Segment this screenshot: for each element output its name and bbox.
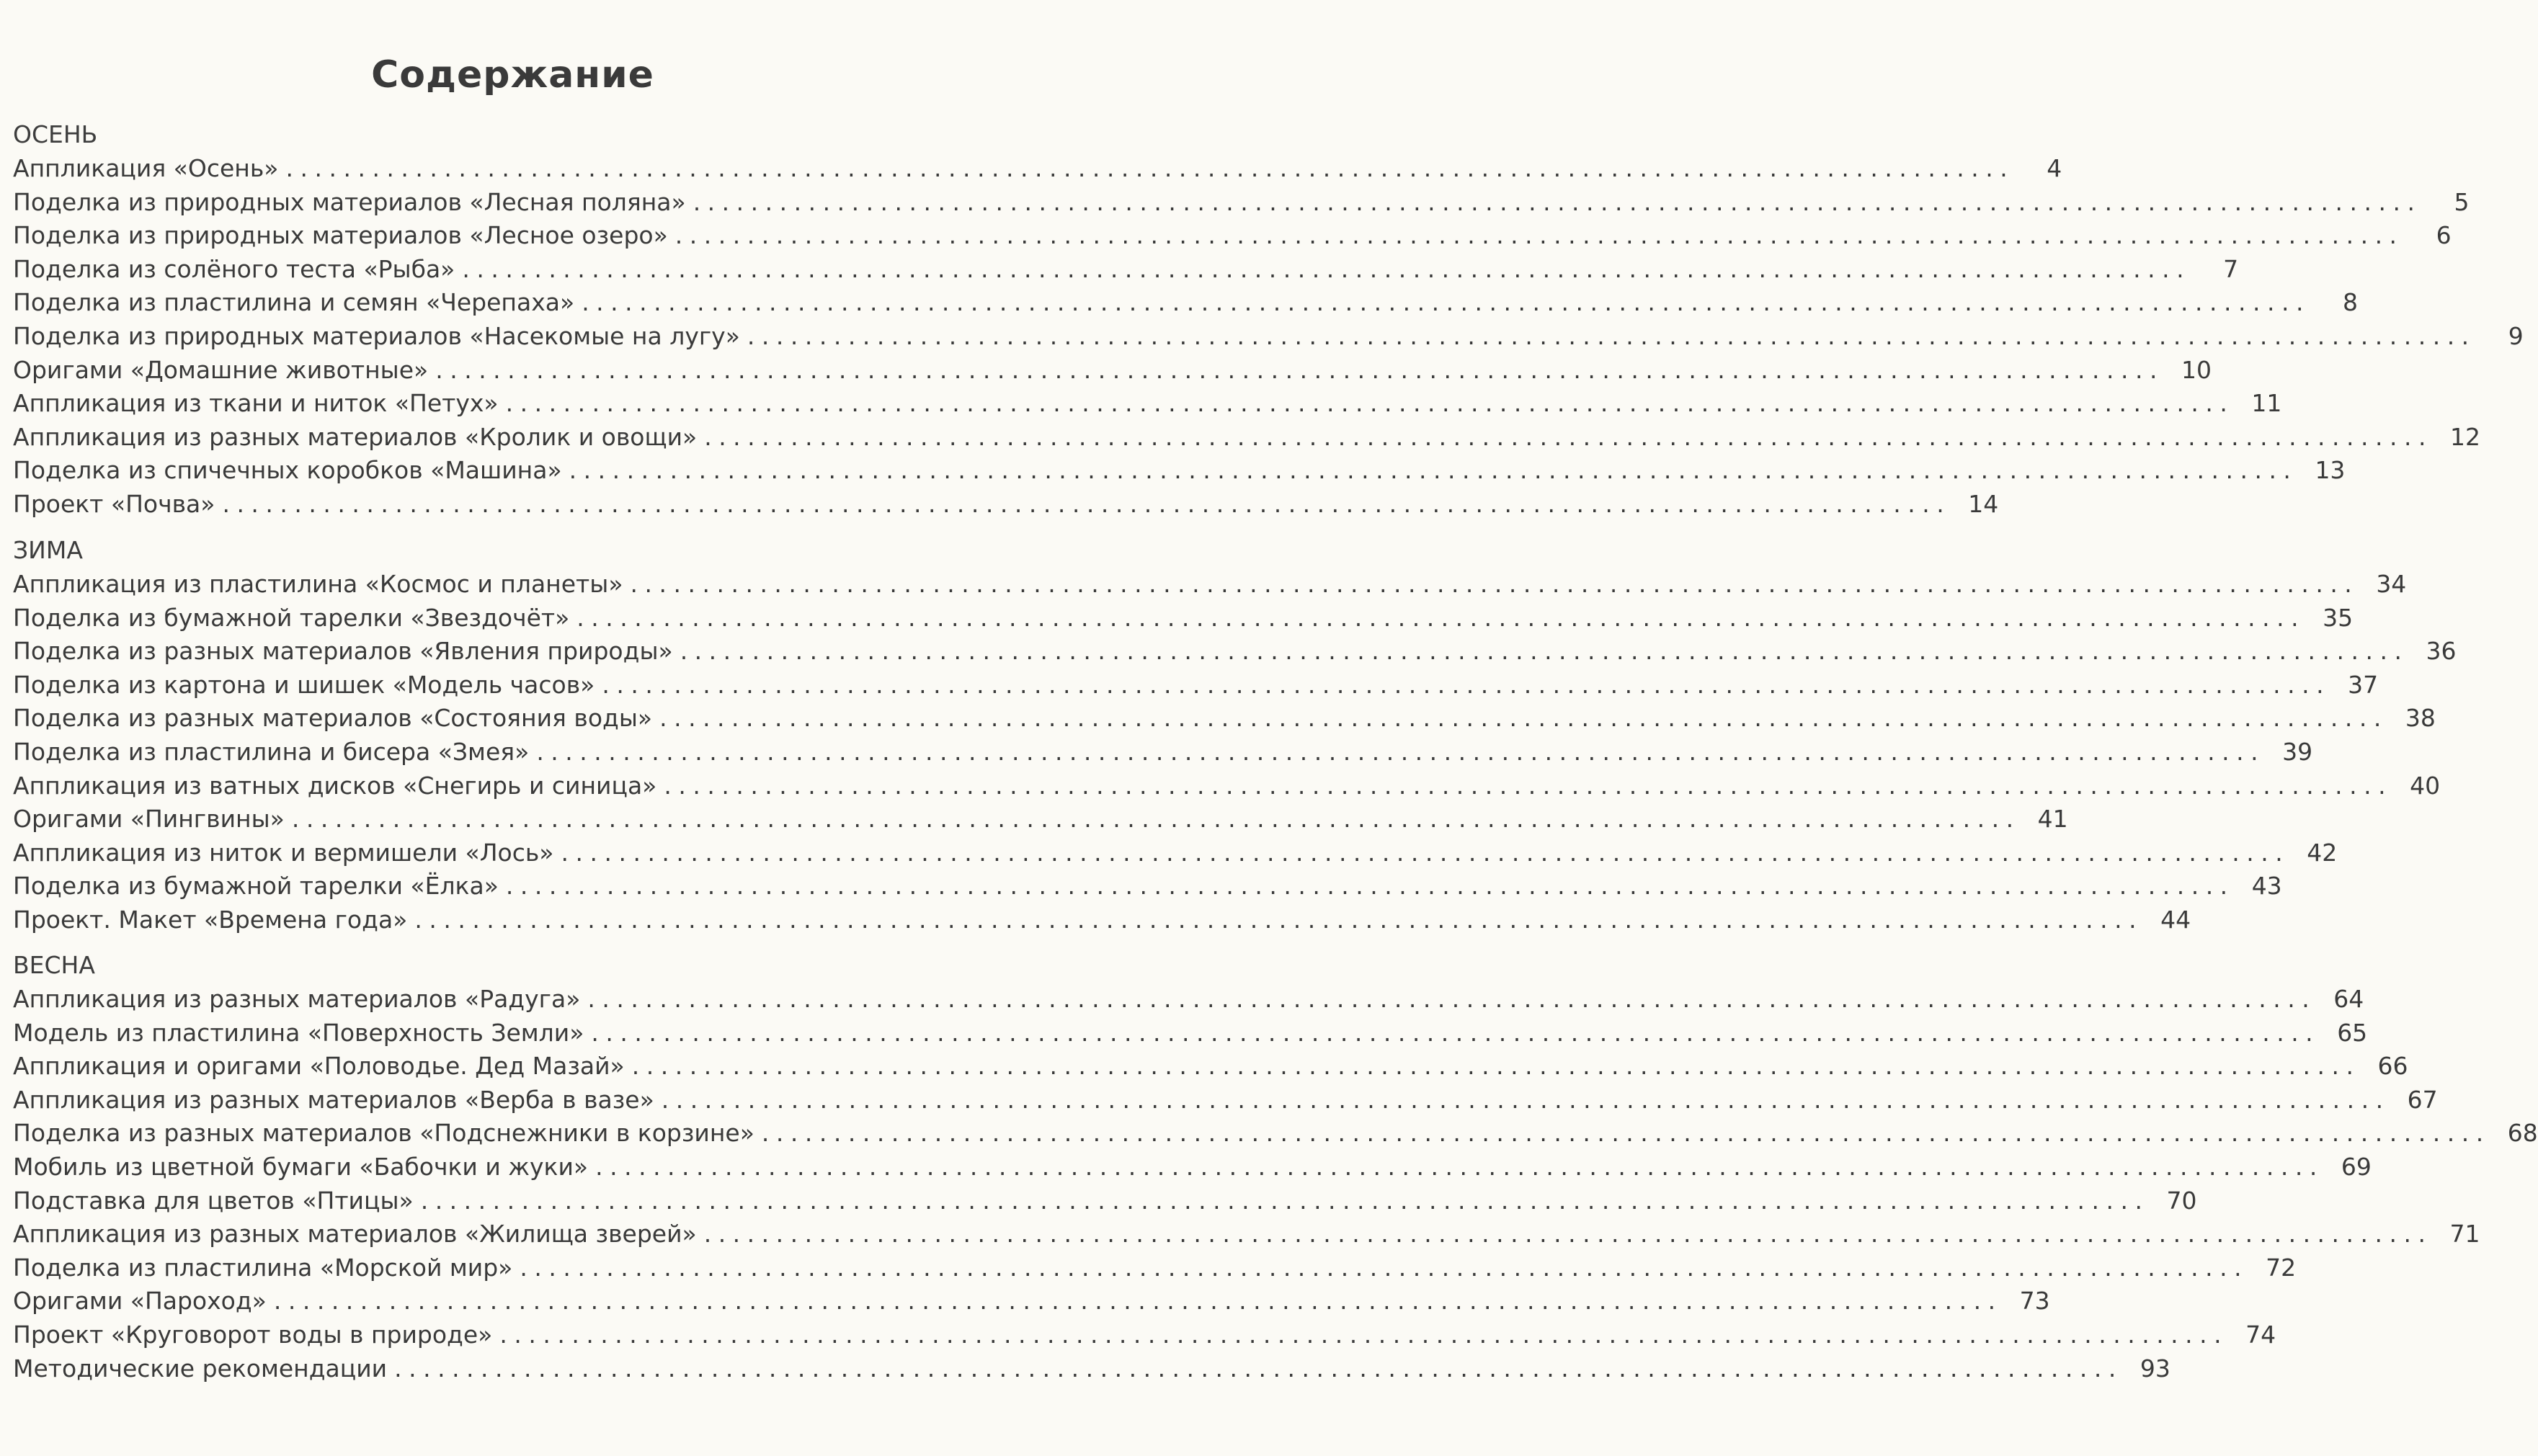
dot-leader: ........................................................................................................................ — [595, 1152, 2324, 1181]
toc-entry-page-number: 41 — [2037, 805, 2068, 834]
toc-entry-page-number: 7 — [2223, 254, 2239, 283]
toc-entry-page-number: 71 — [2449, 1220, 2480, 1249]
toc-entry-title: Поделка из спичечных коробков «Машина» — [13, 456, 562, 485]
toc-entry-title: Модель из пластилина «Поверхность Земли» — [13, 1018, 584, 1047]
toc-entry — [13, 870, 2282, 903]
dot-leader: ........................................................................................................................ — [505, 872, 2235, 901]
toc-entry-title: Поделка из пластилина и бисера «Змея» — [13, 737, 530, 766]
toc-entry — [13, 803, 2068, 836]
toc-entry — [13, 1017, 2368, 1050]
toc-entry-page-number: 14 — [1968, 489, 1999, 518]
toc-entry-page-number: 69 — [2341, 1152, 2372, 1181]
toc-entry-page-number: 68 — [2507, 1119, 2538, 1148]
toc-entry-page-number: 64 — [2333, 985, 2364, 1013]
dot-leader: ........................................................................................................................ — [569, 456, 2298, 485]
dot-leader: ........................................................................................................................ — [674, 221, 2404, 250]
toc-entry — [13, 702, 2436, 736]
toc-entry-title: Поделка из разных материалов «Состояния воды» — [13, 704, 653, 733]
toc-entry-title: Аппликация из разных материалов «Верба в вазе» — [13, 1085, 654, 1114]
toc-entry — [13, 354, 2212, 388]
dot-leader: ........................................................................................................................ — [661, 1085, 2390, 1114]
toc-entry-page-number: 93 — [2140, 1354, 2170, 1383]
toc-entry — [13, 1352, 2170, 1386]
toc-entry-page-number: 42 — [2307, 838, 2338, 867]
toc-entry — [13, 602, 2354, 635]
toc-entry-page-number: 36 — [2426, 637, 2457, 666]
dot-leader: ........................................................................................................................ — [602, 670, 2331, 699]
dot-leader: ........................................................................................................................ — [462, 254, 2191, 283]
toc-entry — [13, 568, 2407, 602]
dot-leader: ........................................................................................................................ — [499, 1320, 2229, 1349]
dot-leader: ........................................................................................................................ — [435, 355, 2164, 384]
dot-leader: ........................................................................................................................ — [664, 771, 2393, 800]
toc-entry-title: Аппликация и оригами «Половодье. Дед Мазай» — [13, 1052, 625, 1081]
toc-entry — [13, 286, 2358, 320]
section-autumn — [13, 117, 2524, 522]
toc-entry-page-number: 67 — [2407, 1085, 2438, 1114]
dot-leader: ........................................................................................................................ — [693, 187, 2422, 216]
toc-entry-title: Поделка из солёного теста «Рыба» — [13, 254, 455, 283]
toc-entry — [13, 1117, 2538, 1151]
dot-leader: ........................................................................................................................ — [587, 985, 2317, 1013]
dot-leader: ........................................................................................................................ — [704, 422, 2433, 451]
toc-entry — [13, 736, 2313, 769]
toc-entry-page-number: 5 — [2454, 187, 2470, 216]
toc-entry — [13, 836, 2338, 870]
toc-entry — [13, 186, 2470, 220]
toc-entry-title: Оригами «Пингвины» — [13, 805, 285, 834]
toc-entry-title: Поделка из бумажной тарелки «Ёлка» — [13, 872, 499, 901]
dot-leader: ........................................................................................................................ — [582, 288, 2310, 317]
toc-entry-title: Поделка из разных материалов «Явления природы» — [13, 637, 673, 666]
toc-entry-page-number: 35 — [2323, 603, 2354, 632]
dot-leader: ........................................................................................................................ — [680, 637, 2409, 666]
toc-entry — [13, 1251, 2297, 1285]
toc-entry-page-number: 10 — [2181, 355, 2212, 384]
dot-leader: ........................................................................................................................ — [420, 1186, 2150, 1215]
toc-entry-page-number: 74 — [2245, 1320, 2276, 1349]
toc-entry-page-number: 6 — [2436, 221, 2452, 250]
dot-leader: ........................................................................................................................ — [761, 1119, 2490, 1148]
entry-list — [13, 152, 2524, 522]
toc-entry — [13, 669, 2379, 702]
toc-entry-title: Методические рекомендации — [13, 1354, 388, 1383]
toc-entry — [13, 1184, 2197, 1218]
toc-entry — [13, 1285, 2050, 1318]
toc-entry — [13, 320, 2524, 354]
dot-leader: ........................................................................................................................ — [285, 154, 2015, 182]
dot-leader: ........................................................................................................................ — [591, 1018, 2320, 1047]
toc-entry — [13, 983, 2364, 1017]
page-title: Содержание — [371, 53, 654, 97]
toc-entry-title: Проект «Круговорот воды в природе» — [13, 1320, 493, 1349]
toc-entry-page-number: 43 — [2251, 872, 2282, 901]
toc-entry — [13, 488, 1999, 522]
entry-list — [13, 568, 2457, 937]
toc-entry — [13, 1318, 2276, 1352]
toc-entry — [13, 421, 2480, 455]
toc-entry — [13, 1084, 2438, 1117]
dot-leader: ........................................................................................................................ — [505, 389, 2235, 418]
toc-entry — [13, 152, 2062, 186]
toc-entry-title: Аппликация «Осень» — [13, 154, 279, 182]
toc-entry-page-number: 73 — [2019, 1287, 2050, 1316]
dot-leader: ........................................................................................................................ — [273, 1287, 2003, 1316]
toc-entry-title: Оригами «Домашние животные» — [13, 355, 429, 384]
dot-leader: ........................................................................................................................ — [703, 1220, 2433, 1249]
toc-entry-page-number: 8 — [2342, 288, 2358, 317]
toc-entry — [13, 769, 2441, 803]
toc-entry-title: Аппликация из пластилина «Космос и планеты» — [13, 570, 623, 598]
toc-entry — [13, 253, 2239, 287]
toc-entry-page-number: 70 — [2166, 1186, 2197, 1215]
dot-leader: ........................................................................................................................ — [394, 1354, 2123, 1383]
toc-entry-page-number: 12 — [2449, 422, 2480, 451]
toc-entry-title: Поделка из разных материалов «Подснежники в корзине» — [13, 1119, 754, 1148]
dot-leader: ........................................................................................................................ — [561, 838, 2290, 867]
toc-entry-page-number: 38 — [2405, 704, 2436, 733]
toc-entry-title: Аппликация из разных материалов «Кролик и овощи» — [13, 422, 698, 451]
section-heading: ВЕСНА — [13, 951, 95, 979]
dot-leader: ........................................................................................................................ — [576, 603, 2306, 632]
toc-entry-title: Поделка из картона и шишек «Модель часов» — [13, 670, 595, 699]
dot-leader: ........................................................................................................................ — [414, 905, 2144, 934]
toc-entry — [13, 454, 2346, 488]
toc-entry-title: Поделка из природных материалов «Лесное озеро» — [13, 221, 668, 250]
dot-leader: ........................................................................................................................ — [747, 321, 2476, 350]
toc-entry — [13, 1218, 2480, 1251]
toc-entry-page-number: 34 — [2376, 570, 2407, 598]
toc-entry — [13, 387, 2282, 421]
toc-entry-title: Проект. Макет «Времена года» — [13, 905, 408, 934]
dot-leader: ........................................................................................................................ — [659, 704, 2388, 733]
toc-entry-page-number: 9 — [2508, 321, 2524, 350]
dot-leader: ........................................................................................................................ — [631, 1052, 2361, 1081]
toc-entry-title: Аппликация из ниток и вермишели «Лось» — [13, 838, 554, 867]
toc-entry — [13, 219, 2452, 253]
dot-leader: ........................................................................................................................ — [222, 489, 1951, 518]
toc-entry-title: Поделка из пластилина и семян «Черепаха» — [13, 288, 575, 317]
toc-entry-page-number: 11 — [2251, 389, 2282, 418]
toc-entry — [13, 1050, 2408, 1084]
toc-entry-page-number: 66 — [2377, 1052, 2408, 1081]
toc-entry-title: Аппликация из разных материалов «Жилища зверей» — [13, 1220, 697, 1249]
toc-entry-title: Проект «Почва» — [13, 489, 215, 518]
toc-entry-title: Оригами «Пароход» — [13, 1287, 267, 1316]
dot-leader: ........................................................................................................................ — [536, 737, 2266, 766]
toc-entry-title: Аппликация из ткани и ниток «Петух» — [13, 389, 499, 418]
section-heading: ЗИМА — [13, 536, 83, 564]
toc-entry-title: Поделка из бумажной тарелки «Звездочёт» — [13, 603, 570, 632]
toc-entry-page-number: 65 — [2337, 1018, 2368, 1047]
toc-entry-title: Аппликация из ватных дисков «Снегирь и синица» — [13, 771, 657, 800]
toc-entry — [13, 903, 2191, 937]
toc-entry-page-number: 39 — [2282, 737, 2313, 766]
toc-entry-page-number: 44 — [2160, 905, 2191, 934]
entry-list — [13, 983, 2538, 1385]
toc-entry-title: Поделка из пластилина «Морской мир» — [13, 1253, 513, 1282]
toc-entry-page-number: 40 — [2410, 771, 2441, 800]
toc-entry — [13, 635, 2457, 669]
toc-entry-page-number: 13 — [2315, 456, 2346, 485]
section-heading: ОСЕНЬ — [13, 120, 98, 148]
toc-entry-page-number: 37 — [2348, 670, 2379, 699]
toc-entry-title: Аппликация из разных материалов «Радуга» — [13, 985, 581, 1013]
toc-entry-title: Поделка из природных материалов «Насекомые на лугу» — [13, 321, 740, 350]
section-winter — [13, 533, 2457, 937]
toc-entry-page-number: 4 — [2047, 154, 2062, 182]
toc-entry-title: Мобиль из цветной бумаги «Бабочки и жуки» — [13, 1152, 589, 1181]
dot-leader: ........................................................................................................................ — [630, 570, 2359, 598]
dot-leader: ........................................................................................................................ — [291, 805, 2021, 834]
section-spring — [13, 948, 2538, 1385]
toc-entry-title: Подставка для цветов «Птицы» — [13, 1186, 414, 1215]
toc-entry-title: Поделка из природных материалов «Лесная поляна» — [13, 187, 686, 216]
toc-entry — [13, 1151, 2372, 1184]
dot-leader: ........................................................................................................................ — [520, 1253, 2249, 1282]
toc-entry-page-number: 72 — [2266, 1253, 2297, 1282]
